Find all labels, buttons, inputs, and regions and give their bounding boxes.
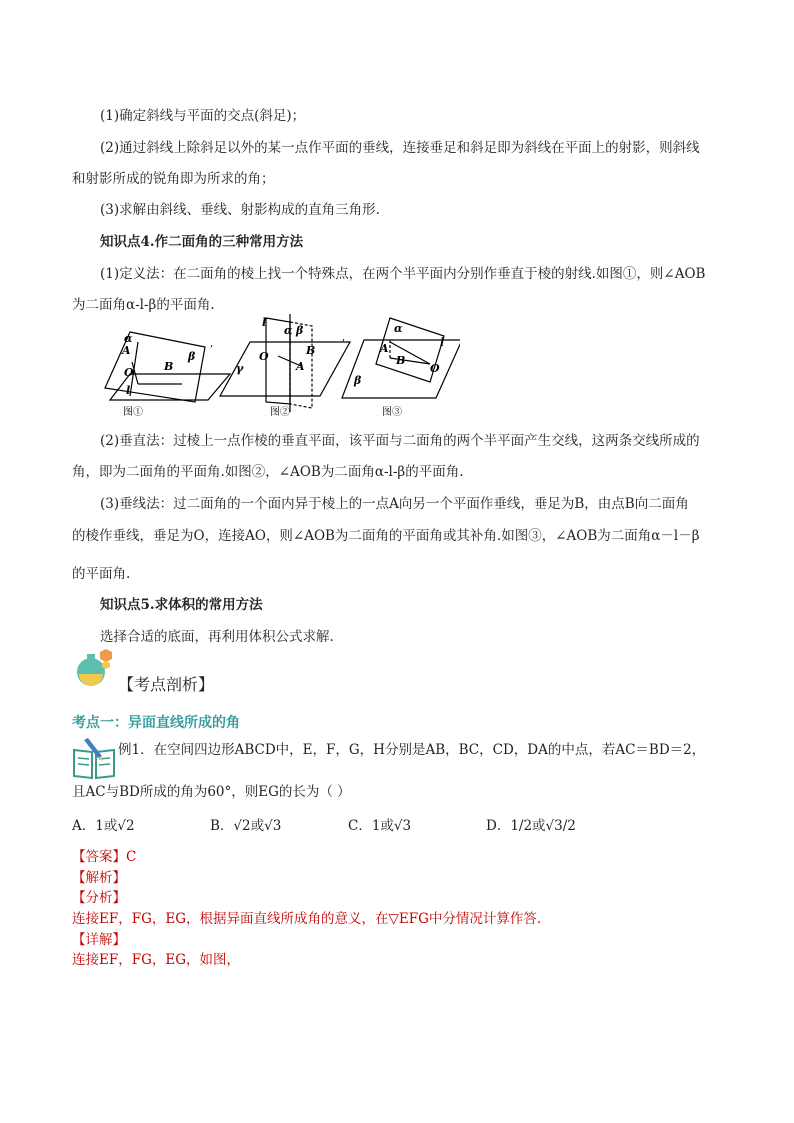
fig1-caption: 图① [123,407,143,418]
book-pencil-icon [70,738,118,780]
answer-label: 【答案】C [72,849,137,865]
fig1-A-label: A [122,344,131,357]
option-b: B．√2或√3 [210,818,282,834]
heading-knowledge-5: 知识点5.求体积的常用方法 [100,597,263,613]
fig1-alpha-label: α [124,332,133,345]
step-1-text: (1)确定斜线与平面的交点(斜足)； [100,108,306,124]
volume-method-text: 选择合适的底面，再利用体积公式求解. [100,629,334,645]
analysis-label: 【解析】 [72,870,126,886]
fig3-beta-label: β [354,374,362,387]
dihedral-angle-figures [90,312,460,420]
fig1-O-label: O [124,366,134,379]
fig2-gamma-label: γ [236,362,244,375]
fig2-caption: 图② [270,407,290,418]
perpendicular-plane-method-text: (2)垂直法：过棱上一点作棱的垂直平面，该平面与二面角的两个半平面产生交线，这两条交线所成的 [100,433,700,449]
perpendicular-line-method-text-end: 的平面角. [72,566,131,582]
fig2-B-label: B [306,344,316,357]
fig3-B-label: B [396,354,406,367]
fig2-beta-label: β [296,324,304,337]
perpendicular-line-method-text-cont: 的棱作垂线，垂足为O，连接AO，则∠AOB为二面角的平面角或其补角.如图③，∠AOB为二面角α－l－β [72,528,700,544]
definition-method-text: (1)定义法：在二面角的棱上找一个特殊点，在两个半平面内分别作垂直于棱的射线.如图①，则∠AOB [100,266,706,282]
example-1-question-cont: 且AC与BD所成的角为60°，则EG的长为（ ） [72,784,351,800]
fig3-l-label: l [440,336,445,349]
heading-knowledge-4: 知识点4.作二面角的三种常用方法 [100,234,304,250]
fig3-A-label: A [380,342,389,355]
breakdown-label: 【分析】 [72,890,126,906]
fig2-alpha-label: α [284,324,293,337]
fig3-alpha-label: α [394,322,403,335]
perpendicular-line-method-text: (3)垂线法：过二面角的一个面内异于棱上的一点A向另一个平面作垂线，垂足为B，由点B向二面角 [100,496,689,512]
topic-1-title: 考点一：异面直线所成的角 [72,715,240,731]
step-2-text: (2)通过斜线上除斜足以外的某一点作平面的垂线，连接垂足和斜足即为斜线在平面上的射影，则斜线 [100,140,700,156]
definition-method-text-cont: 为二面角α-l-β的平面角. [72,297,215,313]
fig2-O-label: O [259,350,269,363]
perpendicular-plane-method-text-cont: 角，即为二面角的平面角.如图②，∠AOB为二面角α-l-β的平面角. [72,464,464,480]
flask-icon [72,648,114,690]
step-2-text-cont: 和射影所成的锐角即为所求的角； [72,171,275,187]
fig1-beta-label: β [188,350,196,363]
fig3-O-label: O [430,362,440,375]
option-d: D．1/2或√3/2 [486,818,576,834]
details-label: 【详解】 [72,932,126,948]
details-text: 连接EF，FG，EG，如图， [72,952,241,968]
option-c: C．1或√3 [348,818,412,834]
fig3-caption: 图③ [382,407,402,418]
fig-separator-1: , [210,338,214,349]
fig2-A-label: A [296,360,305,373]
example-1-question: 例1．在空间四边形ABCD中，E，F，G，H分别是AB，BC，CD，DA的中点，若AC＝BD＝2， [118,742,706,758]
section-title: 【考点剖析】 [118,675,215,694]
fig2-l-label: l [262,316,267,329]
fig1-B-label: B [164,360,174,373]
fig1-l-label: l [126,384,131,397]
option-a: A．1或√2 [72,818,135,834]
breakdown-text: 连接EF，FG，EG，根据异面直线所成角的意义，在▽EFG中分情况计算作答. [72,911,542,927]
fig-separator-2: , [342,332,346,343]
fig1-plane-alpha [105,332,205,402]
step-3-text: (3)求解由斜线、垂线、射影构成的直角三角形. [100,202,380,218]
